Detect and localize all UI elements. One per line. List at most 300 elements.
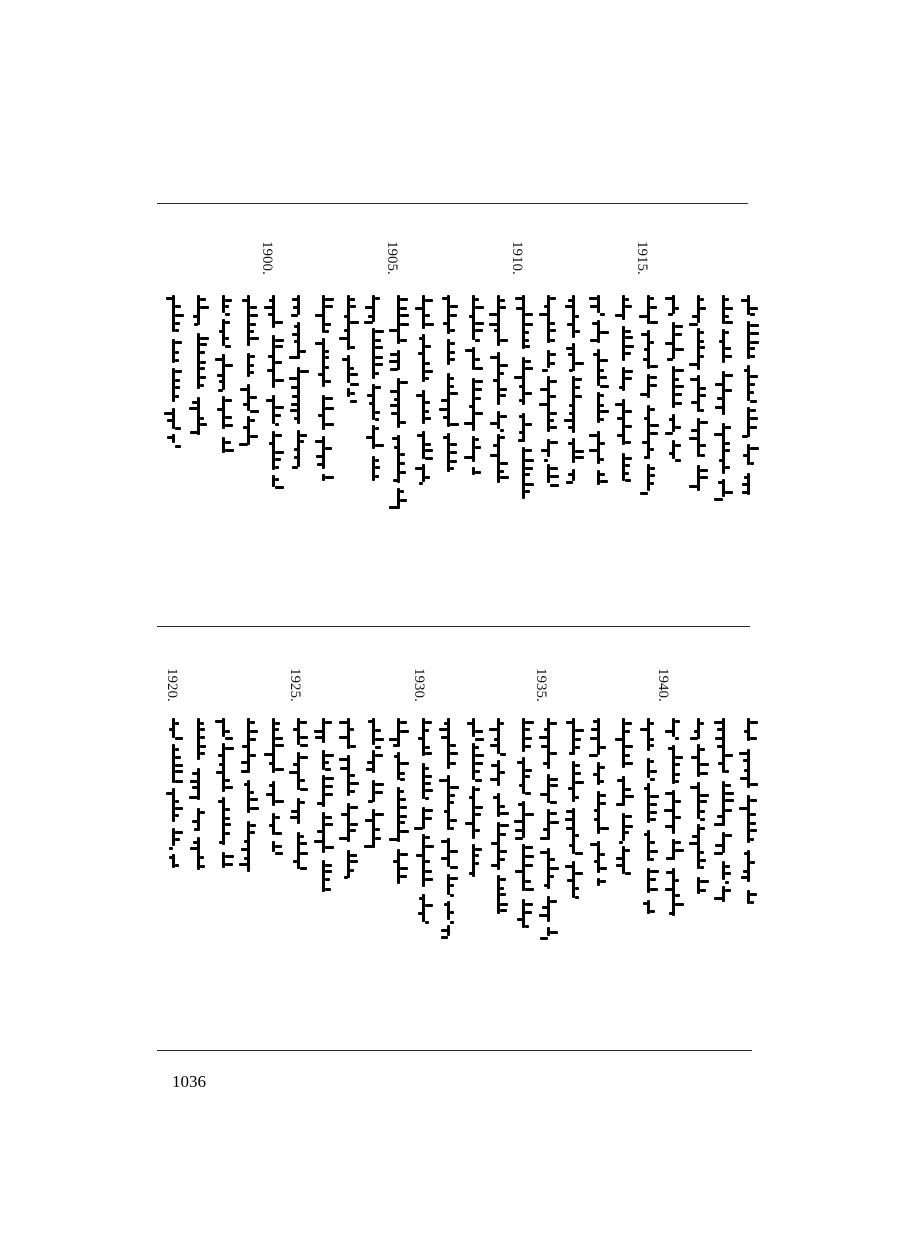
script-stroke bbox=[700, 748, 705, 751]
script-stroke bbox=[441, 857, 448, 860]
script-stroke bbox=[425, 904, 433, 907]
script-column bbox=[642, 718, 656, 914]
script-stroke bbox=[225, 863, 233, 866]
script-stroke bbox=[325, 823, 333, 826]
script-stroke bbox=[750, 783, 758, 786]
script-stroke bbox=[675, 879, 679, 882]
script-stroke bbox=[575, 772, 581, 775]
script-stroke bbox=[700, 880, 709, 883]
script-stroke bbox=[500, 887, 504, 890]
script-stroke bbox=[500, 753, 506, 756]
script-stroke bbox=[700, 859, 706, 862]
script-stroke bbox=[425, 878, 433, 881]
year-marker-1900: 1900. bbox=[259, 241, 275, 275]
script-stroke bbox=[617, 779, 623, 782]
script-stroke bbox=[675, 763, 680, 766]
script-stroke bbox=[725, 770, 729, 773]
script-stroke bbox=[340, 767, 348, 770]
script-stroke bbox=[500, 722, 504, 725]
script-stroke bbox=[269, 784, 273, 787]
script-stroke bbox=[219, 763, 223, 766]
script-stroke bbox=[250, 807, 259, 810]
script-stroke bbox=[414, 827, 423, 830]
script-stroke bbox=[400, 762, 409, 765]
script-stroke bbox=[225, 808, 230, 811]
script-stroke bbox=[339, 837, 348, 840]
script-stroke bbox=[450, 819, 457, 822]
script-stroke bbox=[700, 763, 709, 766]
script-stroke bbox=[475, 854, 479, 857]
script-stroke bbox=[190, 780, 198, 783]
script-stroke bbox=[266, 793, 273, 796]
script-stroke bbox=[425, 767, 429, 770]
script-stroke bbox=[493, 796, 498, 799]
script-stroke bbox=[575, 834, 579, 837]
script-stroke bbox=[450, 884, 454, 887]
script-stroke bbox=[567, 879, 573, 882]
script-stroke bbox=[475, 806, 483, 809]
script-stroke bbox=[325, 754, 334, 757]
bottom-rule bbox=[157, 1050, 752, 1051]
script-stroke bbox=[275, 768, 284, 771]
script-stroke bbox=[665, 792, 673, 795]
script-stroke bbox=[575, 729, 584, 732]
script-stroke bbox=[644, 787, 648, 790]
script-stroke bbox=[225, 823, 231, 826]
script-stroke bbox=[350, 745, 356, 748]
script-stroke bbox=[375, 729, 381, 732]
script-stroke bbox=[550, 900, 557, 903]
script-stroke bbox=[450, 786, 459, 789]
script-stroke bbox=[441, 736, 448, 739]
script-stroke bbox=[540, 937, 548, 940]
script-stroke bbox=[325, 878, 330, 881]
script-stroke bbox=[425, 729, 429, 732]
script-stroke bbox=[675, 841, 681, 844]
script-stroke bbox=[750, 822, 756, 825]
script-stroke bbox=[725, 792, 734, 795]
script-stroke bbox=[250, 791, 254, 794]
script-stroke bbox=[300, 756, 308, 759]
script-stroke bbox=[566, 810, 573, 813]
script-stroke bbox=[175, 780, 183, 783]
script-stroke bbox=[725, 809, 732, 812]
script-stroke bbox=[675, 720, 680, 723]
script-stroke bbox=[590, 737, 598, 740]
script-stroke bbox=[539, 736, 548, 739]
script-stroke bbox=[192, 786, 198, 789]
script-stroke bbox=[739, 807, 748, 810]
script-stroke bbox=[241, 770, 248, 773]
script-stroke bbox=[600, 827, 609, 830]
script-stroke bbox=[190, 847, 198, 850]
script-stroke bbox=[675, 816, 681, 819]
script-stroke bbox=[325, 793, 333, 796]
script-stroke bbox=[700, 889, 706, 892]
script-word bbox=[622, 718, 625, 768]
script-stroke bbox=[566, 721, 573, 724]
script-stroke bbox=[650, 850, 658, 853]
script-stroke bbox=[675, 894, 680, 897]
script-stroke bbox=[375, 783, 384, 786]
script-stroke bbox=[525, 775, 530, 778]
script-stroke bbox=[444, 722, 448, 725]
script-stroke bbox=[469, 872, 473, 875]
script-stroke bbox=[616, 864, 623, 867]
script-stroke bbox=[744, 730, 748, 733]
script-stroke bbox=[550, 722, 557, 725]
script-word bbox=[722, 861, 725, 880]
script-stroke bbox=[325, 816, 332, 819]
script-stroke bbox=[715, 844, 723, 847]
script-stroke bbox=[514, 820, 523, 823]
script-stroke bbox=[675, 849, 684, 852]
script-stroke bbox=[275, 737, 283, 740]
script-stroke bbox=[450, 762, 456, 765]
script-stroke bbox=[300, 788, 308, 791]
script-stroke bbox=[350, 806, 358, 809]
script-stroke bbox=[475, 730, 483, 733]
script-stroke bbox=[439, 728, 448, 731]
script-stroke bbox=[350, 782, 359, 785]
script-stroke bbox=[418, 912, 423, 915]
script-stroke bbox=[665, 825, 673, 828]
script-stroke bbox=[650, 811, 657, 814]
script-stroke bbox=[465, 822, 473, 825]
script-stroke bbox=[575, 796, 579, 799]
script-stroke bbox=[175, 764, 183, 767]
script-stroke bbox=[594, 860, 598, 863]
script-word bbox=[322, 750, 325, 770]
script-stroke bbox=[244, 840, 248, 843]
script-column bbox=[742, 718, 756, 904]
script-stroke bbox=[314, 840, 323, 843]
script-stroke bbox=[525, 846, 533, 849]
script-stroke bbox=[218, 800, 223, 803]
script-stroke bbox=[344, 876, 348, 879]
script-stroke bbox=[750, 737, 757, 740]
script-stroke bbox=[700, 800, 707, 803]
script-stroke bbox=[475, 862, 479, 865]
script-stroke bbox=[244, 857, 248, 860]
script-stroke bbox=[594, 809, 598, 812]
script-stroke bbox=[325, 721, 332, 724]
script-stroke bbox=[300, 835, 304, 838]
year-marker-1905: 1905. bbox=[384, 241, 400, 275]
script-stroke bbox=[475, 813, 481, 816]
script-stroke bbox=[700, 818, 705, 821]
script-stroke bbox=[625, 722, 632, 725]
script-stroke bbox=[450, 801, 454, 804]
script-stroke bbox=[300, 779, 305, 782]
script-stroke bbox=[450, 866, 458, 869]
script-stroke bbox=[275, 845, 282, 848]
script-stroke bbox=[725, 784, 731, 787]
script-stroke bbox=[264, 753, 273, 756]
script-stroke bbox=[194, 828, 198, 831]
script-stroke bbox=[325, 777, 334, 780]
script-stroke bbox=[400, 772, 405, 775]
page-number: 1036 bbox=[172, 1072, 206, 1091]
year-marker-1925: 1925. bbox=[287, 668, 303, 702]
script-stroke bbox=[250, 798, 258, 801]
script-stroke bbox=[515, 837, 523, 840]
script-stroke bbox=[589, 754, 598, 757]
script-stroke bbox=[444, 903, 448, 906]
script-stroke bbox=[225, 747, 234, 750]
script-stroke bbox=[700, 851, 704, 854]
script-stroke bbox=[665, 888, 673, 891]
script-stroke bbox=[550, 778, 558, 781]
script-stroke bbox=[575, 887, 579, 890]
script-stroke bbox=[675, 800, 681, 803]
script-stroke bbox=[675, 737, 679, 740]
script-stroke bbox=[166, 792, 173, 795]
script-column bbox=[692, 718, 706, 894]
script-stroke bbox=[225, 737, 233, 740]
script-stroke bbox=[225, 786, 233, 789]
script-stroke bbox=[593, 720, 598, 723]
script-stroke bbox=[425, 836, 430, 839]
script-stroke bbox=[450, 894, 454, 897]
script-stroke bbox=[375, 738, 384, 741]
script-stroke bbox=[650, 910, 655, 913]
script-stroke bbox=[565, 865, 573, 868]
script-stroke bbox=[650, 770, 657, 773]
script-stroke bbox=[725, 881, 729, 884]
script-stroke bbox=[450, 877, 458, 880]
script-stroke bbox=[289, 771, 298, 774]
script-stroke bbox=[540, 851, 548, 854]
script-stroke bbox=[664, 809, 673, 812]
script-stroke bbox=[269, 762, 273, 765]
script-stroke bbox=[192, 820, 198, 823]
script-stroke bbox=[600, 853, 605, 856]
script-stroke bbox=[425, 860, 430, 863]
script-stroke bbox=[475, 829, 480, 832]
script-stroke bbox=[694, 730, 698, 733]
script-stroke bbox=[700, 827, 705, 830]
script-stroke bbox=[293, 728, 298, 731]
script-stroke bbox=[541, 745, 548, 748]
script-stroke bbox=[690, 786, 698, 789]
script-stroke bbox=[444, 810, 448, 813]
script-stroke bbox=[625, 825, 633, 828]
script-stroke bbox=[575, 852, 583, 855]
year-marker-1915: 1915. bbox=[634, 241, 650, 275]
script-stroke bbox=[364, 845, 373, 848]
script-stroke bbox=[500, 805, 505, 808]
script-stroke bbox=[700, 866, 704, 869]
script-stroke bbox=[525, 728, 530, 731]
script-stroke bbox=[725, 754, 733, 757]
script-word bbox=[672, 868, 675, 916]
script-stroke bbox=[500, 878, 506, 881]
script-stroke bbox=[400, 830, 409, 833]
script-stroke bbox=[643, 902, 648, 905]
script-stroke bbox=[500, 833, 506, 836]
script-column bbox=[417, 718, 431, 922]
script-stroke bbox=[439, 779, 448, 782]
script-stroke bbox=[225, 832, 230, 835]
script-stroke bbox=[714, 823, 723, 826]
script-stroke bbox=[744, 769, 748, 772]
script-stroke bbox=[425, 752, 432, 755]
script-stroke bbox=[389, 738, 398, 741]
script-stroke bbox=[300, 867, 307, 870]
script-stroke bbox=[475, 746, 479, 749]
script-stroke bbox=[700, 810, 705, 813]
script-stroke bbox=[175, 748, 179, 751]
script-stroke bbox=[475, 788, 480, 791]
script-column bbox=[192, 718, 206, 872]
script-stroke bbox=[525, 880, 531, 883]
script-word bbox=[522, 844, 525, 891]
script-stroke bbox=[543, 828, 548, 831]
script-word bbox=[222, 797, 225, 845]
script-stroke bbox=[425, 921, 429, 924]
script-column bbox=[492, 718, 506, 914]
script-stroke bbox=[365, 819, 373, 822]
script-stroke bbox=[650, 888, 658, 891]
script-stroke bbox=[375, 837, 381, 840]
script-stroke bbox=[743, 870, 748, 873]
script-stroke bbox=[475, 848, 482, 851]
script-stroke bbox=[525, 855, 534, 858]
script-stroke bbox=[200, 752, 205, 755]
script-stroke bbox=[275, 744, 284, 747]
script-stroke bbox=[525, 925, 529, 928]
script-stroke bbox=[750, 901, 754, 904]
script-stroke bbox=[200, 722, 204, 725]
script-stroke bbox=[591, 728, 598, 731]
script-stroke bbox=[665, 730, 673, 733]
script-stroke bbox=[625, 730, 630, 733]
script-stroke bbox=[500, 903, 508, 906]
script-stroke bbox=[625, 849, 630, 852]
script-stroke bbox=[175, 756, 181, 759]
script-stroke bbox=[339, 721, 348, 724]
script-stroke bbox=[350, 860, 358, 863]
script-stroke bbox=[450, 752, 458, 755]
script-stroke bbox=[550, 752, 557, 755]
script-stroke bbox=[375, 813, 384, 816]
script-stroke bbox=[275, 800, 284, 803]
script-stroke bbox=[725, 799, 734, 802]
script-stroke bbox=[400, 806, 407, 809]
script-stroke bbox=[575, 746, 580, 749]
script-stroke bbox=[625, 788, 631, 791]
script-stroke bbox=[200, 728, 205, 731]
script-stroke bbox=[241, 761, 248, 764]
script-stroke bbox=[175, 737, 183, 740]
script-stroke bbox=[450, 827, 454, 830]
script-stroke bbox=[425, 782, 431, 785]
script-stroke bbox=[275, 728, 279, 731]
script-stroke bbox=[666, 857, 673, 860]
script-stroke bbox=[550, 801, 557, 804]
script-stroke bbox=[393, 744, 398, 747]
script-stroke bbox=[400, 790, 404, 793]
script-word bbox=[697, 824, 700, 869]
script-stroke bbox=[325, 785, 333, 788]
script-stroke bbox=[175, 722, 179, 725]
script-stroke bbox=[515, 870, 523, 873]
script-stroke bbox=[540, 793, 548, 796]
script-stroke bbox=[325, 768, 331, 771]
script-stroke bbox=[500, 812, 509, 815]
script-stroke bbox=[650, 795, 659, 798]
script-stroke bbox=[400, 867, 408, 870]
script-stroke bbox=[339, 736, 348, 739]
script-stroke bbox=[590, 843, 598, 846]
script-column bbox=[517, 718, 531, 928]
script-stroke bbox=[425, 817, 432, 820]
script-stroke bbox=[400, 853, 408, 856]
script-stroke bbox=[175, 838, 180, 841]
script-stroke bbox=[175, 814, 179, 817]
script-stroke bbox=[489, 728, 498, 731]
script-stroke bbox=[717, 728, 723, 731]
script-stroke bbox=[400, 815, 407, 818]
script-stroke bbox=[375, 754, 383, 757]
script-stroke bbox=[725, 872, 731, 875]
script-stroke bbox=[394, 755, 398, 758]
script-stroke bbox=[490, 744, 498, 747]
script-stroke bbox=[666, 871, 673, 874]
script-stroke bbox=[441, 840, 448, 843]
script-stroke bbox=[714, 721, 723, 724]
script-stroke bbox=[419, 897, 423, 900]
script-stroke bbox=[750, 893, 757, 896]
script-stroke bbox=[275, 832, 282, 835]
script-stroke bbox=[700, 772, 708, 775]
script-stroke bbox=[500, 824, 509, 827]
script-word bbox=[572, 808, 575, 854]
script-stroke bbox=[425, 809, 433, 812]
script-stroke bbox=[225, 779, 230, 782]
script-stroke bbox=[640, 728, 648, 731]
script-stroke bbox=[325, 888, 331, 891]
script-column bbox=[442, 718, 456, 936]
script-stroke bbox=[425, 845, 434, 848]
script-stroke bbox=[425, 721, 432, 724]
script-stroke bbox=[725, 889, 731, 892]
script-stroke bbox=[550, 875, 554, 878]
script-stroke bbox=[244, 783, 248, 786]
script-stroke bbox=[569, 844, 573, 847]
script-word bbox=[222, 743, 225, 792]
script-stroke bbox=[600, 880, 606, 883]
script-stroke bbox=[544, 728, 548, 731]
script-column bbox=[467, 718, 481, 878]
script-stroke bbox=[441, 936, 448, 939]
script-stroke bbox=[600, 794, 606, 797]
script-stroke bbox=[550, 867, 559, 870]
script-stroke bbox=[544, 884, 548, 887]
script-stroke bbox=[300, 852, 308, 855]
year-marker-1930: 1930. bbox=[411, 668, 427, 702]
year-marker-1940: 1940. bbox=[655, 668, 671, 702]
script-stroke bbox=[517, 918, 523, 921]
script-stroke bbox=[169, 728, 173, 731]
script-stroke bbox=[744, 852, 748, 855]
script-stroke bbox=[491, 842, 498, 845]
script-stroke bbox=[325, 864, 332, 867]
script-stroke bbox=[566, 827, 573, 830]
script-stroke bbox=[425, 746, 430, 749]
script-stroke bbox=[393, 860, 398, 863]
